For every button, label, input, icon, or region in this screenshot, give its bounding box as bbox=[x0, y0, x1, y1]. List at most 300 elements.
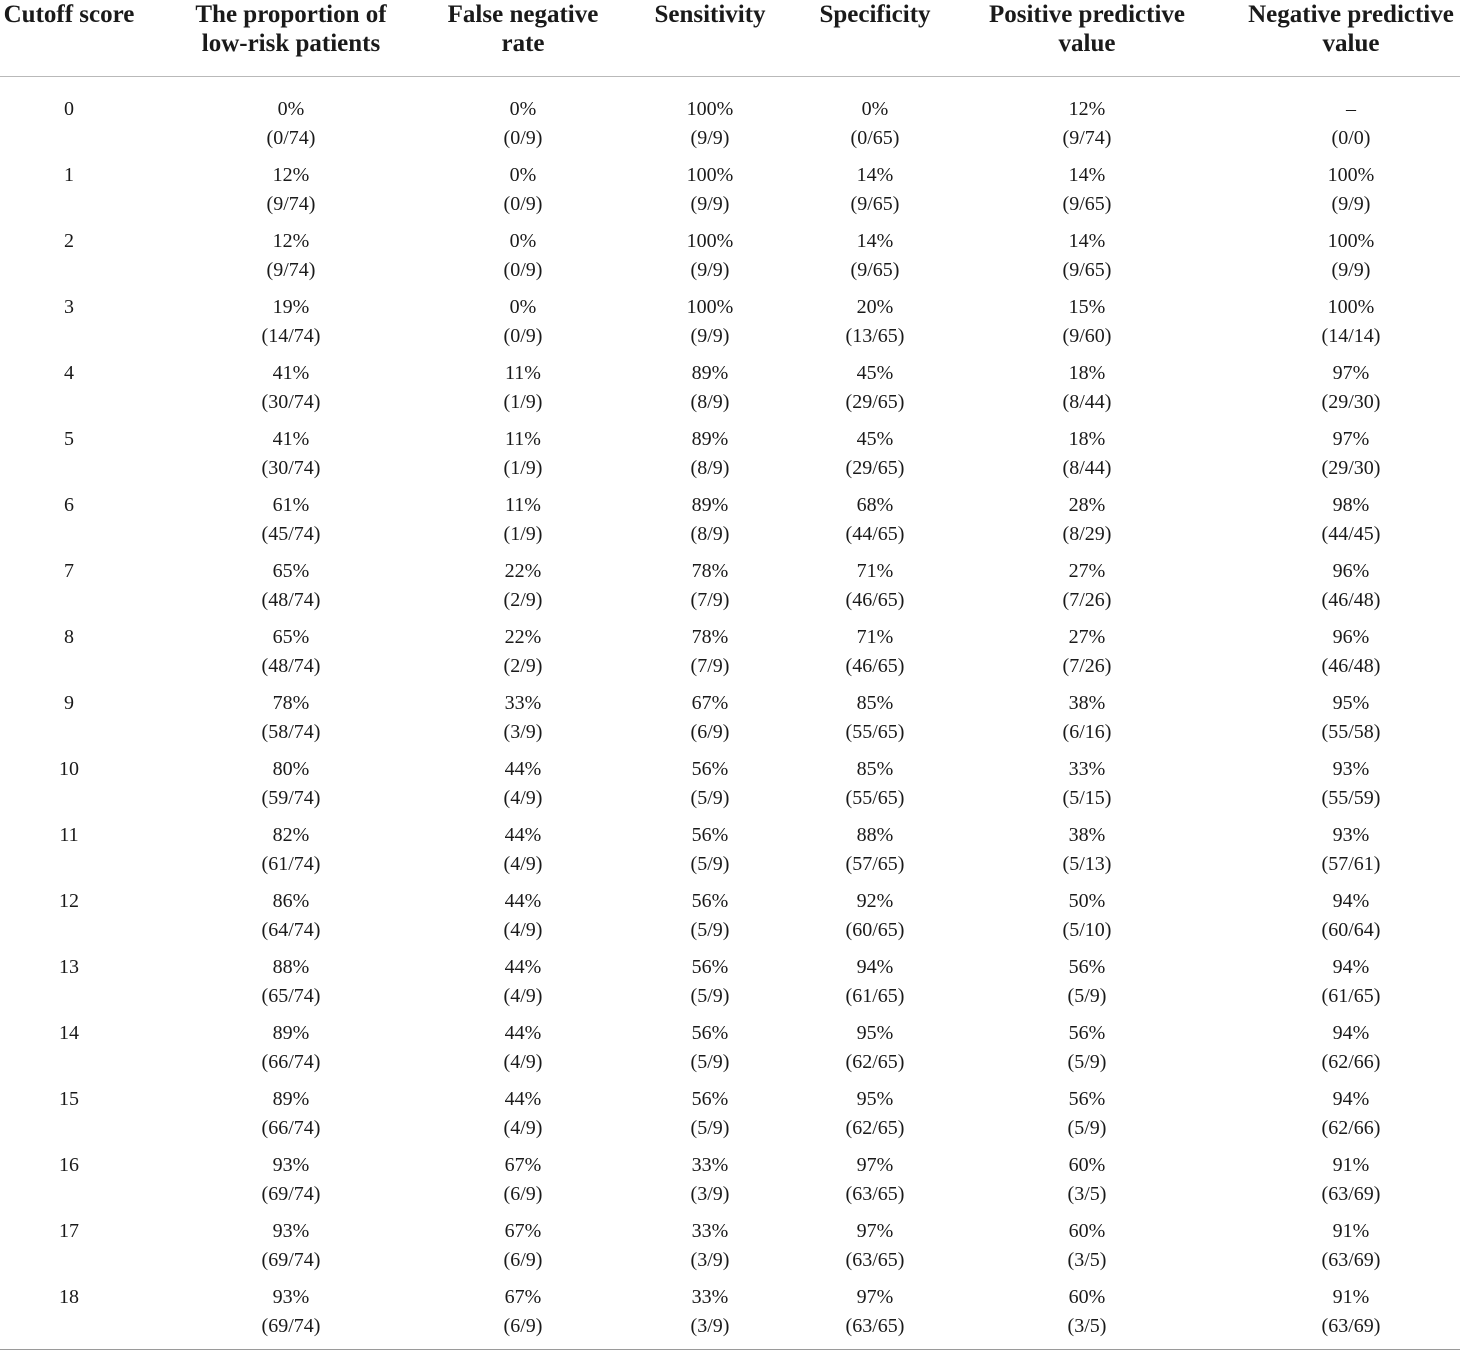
cell-false-negative-rate bbox=[444, 623, 602, 689]
table-row bbox=[0, 1151, 1460, 1217]
cell-fraction: (60/64) bbox=[1321, 919, 1381, 941]
cell-fraction: (9/65) bbox=[850, 259, 900, 281]
cell-fraction: (5/10) bbox=[1062, 919, 1112, 941]
cell-fraction: (65/74) bbox=[261, 985, 321, 1007]
cell-percentage: 56% bbox=[691, 890, 729, 912]
cell-fraction: (5/9) bbox=[1067, 1117, 1107, 1139]
cell-fraction: (4/9) bbox=[503, 853, 543, 875]
cell-fraction: (3/9) bbox=[503, 721, 543, 743]
cell-negative-predictive-value bbox=[1242, 887, 1460, 953]
cell-percentage: 100% bbox=[1327, 164, 1375, 186]
cell-fraction: (0/9) bbox=[503, 193, 543, 215]
cell-fraction: (58/74) bbox=[261, 721, 321, 743]
cell-fraction: (62/66) bbox=[1321, 1117, 1381, 1139]
cell-cutoff-score: 8 bbox=[64, 626, 74, 648]
cell-fraction: (48/74) bbox=[261, 589, 321, 611]
cell-percentage: 20% bbox=[856, 296, 894, 318]
cell-proportion-low-risk bbox=[138, 227, 444, 293]
table-row bbox=[0, 161, 1460, 227]
cell-fraction: (61/65) bbox=[845, 985, 905, 1007]
cell-fraction: (5/9) bbox=[690, 919, 730, 941]
cell-negative-predictive-value bbox=[1242, 557, 1460, 623]
cell-fraction: (3/9) bbox=[690, 1183, 730, 1205]
table-row bbox=[0, 359, 1460, 425]
cell-proportion-low-risk bbox=[138, 755, 444, 821]
cell-false-negative-rate bbox=[444, 689, 602, 755]
cell-fraction: (63/69) bbox=[1321, 1249, 1381, 1271]
cell-fraction: (8/9) bbox=[690, 523, 730, 545]
cell-positive-predictive-value bbox=[932, 1151, 1242, 1217]
cell-fraction: (48/74) bbox=[261, 655, 321, 677]
cell-positive-predictive-value bbox=[932, 953, 1242, 1019]
cell-specificity bbox=[818, 887, 932, 953]
cell-positive-predictive-value bbox=[932, 689, 1242, 755]
cell-percentage: 94% bbox=[1332, 956, 1370, 978]
cell-fraction: (3/5) bbox=[1067, 1315, 1107, 1337]
cell-false-negative-rate bbox=[444, 77, 602, 162]
cell-percentage: 95% bbox=[856, 1022, 894, 1044]
cell-false-negative-rate bbox=[444, 491, 602, 557]
cell-proportion-low-risk bbox=[138, 557, 444, 623]
cell-fraction: (0/65) bbox=[850, 127, 900, 149]
cell-percentage: 68% bbox=[856, 494, 894, 516]
cell-percentage: 100% bbox=[686, 98, 734, 120]
cell-proportion-low-risk bbox=[138, 491, 444, 557]
table-row bbox=[0, 953, 1460, 1019]
header-specificity bbox=[818, 0, 932, 77]
cell-percentage: 15% bbox=[1068, 296, 1106, 318]
cell-fraction: (9/9) bbox=[1331, 259, 1371, 281]
cell-specificity bbox=[818, 227, 932, 293]
header-line: False negative bbox=[447, 1, 599, 28]
cell-fraction: (7/26) bbox=[1062, 589, 1112, 611]
cell-fraction: (3/9) bbox=[690, 1249, 730, 1271]
cell-sensitivity bbox=[602, 755, 818, 821]
cell-proportion-low-risk bbox=[138, 161, 444, 227]
cell-fraction: (62/65) bbox=[845, 1117, 905, 1139]
cell-fraction: (63/65) bbox=[845, 1315, 905, 1337]
cell-fraction: (0/9) bbox=[503, 325, 543, 347]
cell-specificity bbox=[818, 689, 932, 755]
cell-specificity bbox=[818, 755, 932, 821]
cell-positive-predictive-value bbox=[932, 755, 1242, 821]
table-row bbox=[0, 293, 1460, 359]
cell-percentage: 56% bbox=[691, 1022, 729, 1044]
cell-fraction: (2/9) bbox=[503, 589, 543, 611]
cell-fraction: (29/65) bbox=[845, 457, 905, 479]
cell-proportion-low-risk bbox=[138, 1217, 444, 1283]
cell-percentage: 45% bbox=[856, 362, 894, 384]
cell-percentage: 0% bbox=[277, 98, 305, 120]
cell-percentage: 14% bbox=[856, 230, 894, 252]
cell-fraction: (9/74) bbox=[1062, 127, 1112, 149]
cell-percentage: 18% bbox=[1068, 428, 1106, 450]
cell-fraction: (29/30) bbox=[1321, 457, 1381, 479]
cell-fraction: (9/9) bbox=[690, 127, 730, 149]
cell-percentage: 41% bbox=[272, 362, 310, 384]
cell-percentage: 98% bbox=[1332, 494, 1370, 516]
cell-proportion-low-risk bbox=[138, 689, 444, 755]
cell-fraction: (3/5) bbox=[1067, 1249, 1107, 1271]
cell-specificity bbox=[818, 161, 932, 227]
cell-specificity bbox=[818, 1217, 932, 1283]
header-line: Negative predictive bbox=[1248, 1, 1454, 28]
cell-proportion-low-risk bbox=[138, 887, 444, 953]
cell-positive-predictive-value bbox=[932, 161, 1242, 227]
cell-sensitivity bbox=[602, 557, 818, 623]
header-line: Specificity bbox=[819, 1, 931, 28]
cell-fraction: (2/9) bbox=[503, 655, 543, 677]
cell-proportion-low-risk bbox=[138, 1085, 444, 1151]
cell-sensitivity bbox=[602, 77, 818, 162]
cell-fraction: (30/74) bbox=[261, 457, 321, 479]
cell-percentage: 12% bbox=[272, 230, 310, 252]
table-row bbox=[0, 887, 1460, 953]
cell-cutoff-score: 2 bbox=[64, 230, 74, 252]
cell-proportion-low-risk bbox=[138, 77, 444, 162]
cell-cutoff-score: 15 bbox=[59, 1088, 79, 1110]
cell-fraction: (1/9) bbox=[503, 457, 543, 479]
cell-fraction: (55/58) bbox=[1321, 721, 1381, 743]
cell-percentage: 100% bbox=[686, 296, 734, 318]
cell-fraction: (61/65) bbox=[1321, 985, 1381, 1007]
cell-fraction: (57/65) bbox=[845, 853, 905, 875]
cell-percentage: 93% bbox=[1332, 824, 1370, 846]
cell-fraction: (1/9) bbox=[503, 523, 543, 545]
header-proportion-low-risk bbox=[138, 0, 444, 77]
cell-false-negative-rate bbox=[444, 557, 602, 623]
cell-positive-predictive-value bbox=[932, 491, 1242, 557]
table-row bbox=[0, 227, 1460, 293]
cell-negative-predictive-value bbox=[1242, 293, 1460, 359]
cell-percentage: 33% bbox=[691, 1286, 729, 1308]
cell-percentage: 82% bbox=[272, 824, 310, 846]
table-body bbox=[0, 77, 1460, 1350]
cell-fraction: (8/9) bbox=[690, 391, 730, 413]
cell-fraction: (8/44) bbox=[1062, 391, 1112, 413]
cell-negative-predictive-value bbox=[1242, 1085, 1460, 1151]
cell-fraction: (9/9) bbox=[1331, 193, 1371, 215]
cell-fraction: (7/26) bbox=[1062, 655, 1112, 677]
cell-cutoff-score: 5 bbox=[64, 428, 74, 450]
cell-sensitivity bbox=[602, 1085, 818, 1151]
cell-false-negative-rate bbox=[444, 359, 602, 425]
cell-fraction: (0/74) bbox=[266, 127, 316, 149]
cell-fraction: (63/69) bbox=[1321, 1183, 1381, 1205]
cell-percentage: 96% bbox=[1332, 560, 1370, 582]
cell-percentage: 12% bbox=[272, 164, 310, 186]
cell-fraction: (6/9) bbox=[690, 721, 730, 743]
cell-negative-predictive-value bbox=[1242, 1019, 1460, 1085]
cell-false-negative-rate bbox=[444, 821, 602, 887]
cell-percentage: 93% bbox=[1332, 758, 1370, 780]
cell-fraction: (66/74) bbox=[261, 1117, 321, 1139]
cell-proportion-low-risk bbox=[138, 359, 444, 425]
cell-negative-predictive-value bbox=[1242, 1217, 1460, 1283]
cell-percentage: 14% bbox=[1068, 230, 1106, 252]
cell-cutoff-score: 9 bbox=[64, 692, 74, 714]
cell-fraction: (14/14) bbox=[1321, 325, 1381, 347]
cell-proportion-low-risk bbox=[138, 953, 444, 1019]
cell-cutoff-score: 7 bbox=[64, 560, 74, 582]
cell-negative-predictive-value bbox=[1242, 491, 1460, 557]
cell-fraction: (46/65) bbox=[845, 589, 905, 611]
cell-specificity bbox=[818, 623, 932, 689]
cell-percentage: 56% bbox=[1068, 956, 1106, 978]
cell-negative-predictive-value bbox=[1242, 1283, 1460, 1350]
cell-fraction: (9/65) bbox=[850, 193, 900, 215]
cell-percentage: 93% bbox=[272, 1220, 310, 1242]
header-line: Sensitivity bbox=[654, 1, 766, 28]
cell-false-negative-rate bbox=[444, 161, 602, 227]
cell-cutoff-score: 18 bbox=[0, 1283, 138, 1350]
cell-false-negative-rate bbox=[444, 1019, 602, 1085]
cell-percentage: 85% bbox=[856, 758, 894, 780]
cell-positive-predictive-value bbox=[932, 1217, 1242, 1283]
cell-percentage: 100% bbox=[1327, 296, 1375, 318]
cell-percentage: 67% bbox=[691, 692, 729, 714]
cell-fraction: (1/9) bbox=[503, 391, 543, 413]
cell-cutoff-score: 12 bbox=[59, 890, 79, 912]
cell-percentage: 100% bbox=[686, 230, 734, 252]
cell-fraction: (62/66) bbox=[1321, 1051, 1381, 1073]
cell-sensitivity bbox=[602, 359, 818, 425]
cell-positive-predictive-value bbox=[932, 425, 1242, 491]
cell-cutoff-score: 14 bbox=[59, 1022, 79, 1044]
cell-percentage: 61% bbox=[272, 494, 310, 516]
cell-fraction: (29/30) bbox=[1321, 391, 1381, 413]
cell-false-negative-rate bbox=[444, 755, 602, 821]
cell-percentage: 100% bbox=[1327, 230, 1375, 252]
table-row bbox=[0, 557, 1460, 623]
cell-fraction: (0/9) bbox=[503, 259, 543, 281]
cell-fraction: (7/9) bbox=[690, 655, 730, 677]
cell-percentage: 56% bbox=[1068, 1088, 1106, 1110]
cell-negative-predictive-value bbox=[1242, 161, 1460, 227]
cell-sensitivity bbox=[602, 623, 818, 689]
cell-proportion-low-risk bbox=[138, 425, 444, 491]
header-line: Cutoff score bbox=[3, 1, 135, 28]
cell-fraction: (63/65) bbox=[845, 1183, 905, 1205]
cell-cutoff-score: 3 bbox=[64, 296, 74, 318]
cell-false-negative-rate bbox=[444, 1283, 602, 1350]
cell-percentage: 38% bbox=[1068, 824, 1106, 846]
cell-negative-predictive-value bbox=[1242, 953, 1460, 1019]
cell-sensitivity bbox=[602, 953, 818, 1019]
header-sensitivity bbox=[602, 0, 818, 77]
cell-percentage: 67% bbox=[504, 1154, 542, 1176]
cell-specificity bbox=[818, 1019, 932, 1085]
cell-percentage: 60% bbox=[1068, 1220, 1106, 1242]
cell-percentage: 94% bbox=[856, 956, 894, 978]
cell-fraction: (5/9) bbox=[690, 853, 730, 875]
cell-positive-predictive-value bbox=[932, 887, 1242, 953]
cell-percentage: 65% bbox=[272, 626, 310, 648]
table-row bbox=[0, 1085, 1460, 1151]
cell-percentage: 97% bbox=[856, 1154, 894, 1176]
cell-fraction: (66/74) bbox=[261, 1051, 321, 1073]
cell-percentage: 56% bbox=[691, 824, 729, 846]
header-line: low-risk patients bbox=[201, 30, 381, 57]
cell-percentage: – bbox=[1346, 98, 1356, 120]
cell-false-negative-rate bbox=[444, 293, 602, 359]
cell-fraction: (4/9) bbox=[503, 985, 543, 1007]
cell-percentage: 93% bbox=[272, 1286, 310, 1308]
cell-sensitivity bbox=[602, 293, 818, 359]
cell-percentage: 67% bbox=[504, 1286, 542, 1308]
cell-cutoff-score: 1 bbox=[64, 164, 74, 186]
cell-cutoff-score: 0 bbox=[64, 98, 74, 120]
cell-fraction: (69/74) bbox=[261, 1249, 321, 1271]
cell-positive-predictive-value bbox=[932, 623, 1242, 689]
cell-percentage: 44% bbox=[504, 758, 542, 780]
cell-specificity bbox=[818, 425, 932, 491]
cell-fraction: (13/65) bbox=[845, 325, 905, 347]
cell-fraction: (4/9) bbox=[503, 787, 543, 809]
cell-percentage: 0% bbox=[509, 98, 537, 120]
cell-percentage: 65% bbox=[272, 560, 310, 582]
cell-percentage: 56% bbox=[1068, 1022, 1106, 1044]
cell-percentage: 97% bbox=[1332, 362, 1370, 384]
header-false-negative-rate bbox=[444, 0, 602, 77]
cell-cutoff-score: 6 bbox=[64, 494, 74, 516]
cell-percentage: 27% bbox=[1068, 626, 1106, 648]
cell-percentage: 41% bbox=[272, 428, 310, 450]
cell-fraction: (5/13) bbox=[1062, 853, 1112, 875]
cell-fraction: (6/16) bbox=[1062, 721, 1112, 743]
cell-fraction: (44/65) bbox=[845, 523, 905, 545]
cell-positive-predictive-value bbox=[932, 1283, 1242, 1350]
cell-percentage: 60% bbox=[1068, 1286, 1106, 1308]
cell-false-negative-rate bbox=[444, 1085, 602, 1151]
cell-false-negative-rate bbox=[444, 227, 602, 293]
cell-specificity bbox=[818, 1085, 932, 1151]
cell-fraction: (9/65) bbox=[1062, 259, 1112, 281]
cell-fraction: (9/60) bbox=[1062, 325, 1112, 347]
header-line: The proportion of bbox=[195, 1, 387, 28]
cell-negative-predictive-value bbox=[1242, 1151, 1460, 1217]
cell-cutoff-score: 16 bbox=[59, 1154, 79, 1176]
cell-percentage: 88% bbox=[272, 956, 310, 978]
cell-percentage: 94% bbox=[1332, 1088, 1370, 1110]
cell-percentage: 93% bbox=[272, 1154, 310, 1176]
cell-positive-predictive-value bbox=[932, 1085, 1242, 1151]
cell-fraction: (9/9) bbox=[690, 259, 730, 281]
cell-sensitivity bbox=[602, 1283, 818, 1350]
cell-percentage: 11% bbox=[505, 428, 541, 450]
table-row bbox=[0, 1283, 1460, 1350]
cell-fraction: (7/9) bbox=[690, 589, 730, 611]
cell-percentage: 89% bbox=[691, 428, 729, 450]
cell-percentage: 78% bbox=[691, 560, 729, 582]
cell-percentage: 96% bbox=[1332, 626, 1370, 648]
cell-specificity bbox=[818, 491, 932, 557]
cell-proportion-low-risk bbox=[138, 293, 444, 359]
cell-proportion-low-risk bbox=[138, 623, 444, 689]
cell-fraction: (30/74) bbox=[261, 391, 321, 413]
cell-percentage: 33% bbox=[1068, 758, 1106, 780]
cell-percentage: 33% bbox=[504, 692, 542, 714]
cell-percentage: 44% bbox=[504, 890, 542, 912]
cell-fraction: (46/48) bbox=[1321, 589, 1381, 611]
cell-positive-predictive-value bbox=[932, 1019, 1242, 1085]
cell-fraction: (5/15) bbox=[1062, 787, 1112, 809]
cell-percentage: 95% bbox=[1332, 692, 1370, 714]
cell-fraction: (63/69) bbox=[1321, 1315, 1381, 1337]
table-row bbox=[0, 821, 1460, 887]
cell-false-negative-rate bbox=[444, 887, 602, 953]
cell-percentage: 71% bbox=[856, 626, 894, 648]
cell-percentage: 44% bbox=[504, 1088, 542, 1110]
cell-sensitivity bbox=[602, 689, 818, 755]
cell-sensitivity bbox=[602, 887, 818, 953]
cell-negative-predictive-value bbox=[1242, 77, 1460, 162]
cell-percentage: 44% bbox=[504, 956, 542, 978]
cell-negative-predictive-value bbox=[1242, 359, 1460, 425]
cell-percentage: 0% bbox=[509, 164, 537, 186]
cell-percentage: 80% bbox=[272, 758, 310, 780]
cell-specificity bbox=[818, 821, 932, 887]
cell-fraction: (5/9) bbox=[690, 787, 730, 809]
cell-percentage: 91% bbox=[1332, 1286, 1370, 1308]
table-row bbox=[0, 77, 1460, 162]
cell-fraction: (5/9) bbox=[690, 1051, 730, 1073]
cell-percentage: 94% bbox=[1332, 890, 1370, 912]
cell-percentage: 0% bbox=[861, 98, 889, 120]
cell-percentage: 44% bbox=[504, 824, 542, 846]
cell-percentage: 97% bbox=[1332, 428, 1370, 450]
cell-fraction: (44/45) bbox=[1321, 523, 1381, 545]
cell-percentage: 0% bbox=[509, 230, 537, 252]
cell-sensitivity bbox=[602, 491, 818, 557]
cell-sensitivity bbox=[602, 1151, 818, 1217]
cell-proportion-low-risk bbox=[138, 1283, 444, 1350]
cell-percentage: 50% bbox=[1068, 890, 1106, 912]
cell-percentage: 60% bbox=[1068, 1154, 1106, 1176]
table-row bbox=[0, 491, 1460, 557]
cell-fraction: (0/0) bbox=[1331, 127, 1371, 149]
table-row bbox=[0, 1019, 1460, 1085]
cell-percentage: 89% bbox=[272, 1088, 310, 1110]
header-cutoff-score bbox=[0, 0, 138, 77]
cell-fraction: (4/9) bbox=[503, 1117, 543, 1139]
cell-percentage: 92% bbox=[856, 890, 894, 912]
cell-fraction: (9/74) bbox=[266, 259, 316, 281]
cell-percentage: 0% bbox=[509, 296, 537, 318]
cell-specificity bbox=[818, 1283, 932, 1350]
cell-fraction: (8/9) bbox=[690, 457, 730, 479]
header-line: value bbox=[1058, 30, 1116, 57]
cell-fraction: (8/44) bbox=[1062, 457, 1112, 479]
table-row bbox=[0, 623, 1460, 689]
cell-fraction: (3/5) bbox=[1067, 1183, 1107, 1205]
cell-fraction: (5/9) bbox=[690, 1117, 730, 1139]
cell-fraction: (6/9) bbox=[503, 1249, 543, 1271]
cell-fraction: (0/9) bbox=[503, 127, 543, 149]
header-line: rate bbox=[501, 30, 545, 57]
cell-percentage: 85% bbox=[856, 692, 894, 714]
cell-percentage: 19% bbox=[272, 296, 310, 318]
table-row bbox=[0, 755, 1460, 821]
cell-sensitivity bbox=[602, 425, 818, 491]
header-negative-predictive-value bbox=[1242, 0, 1460, 77]
cell-fraction: (8/29) bbox=[1062, 523, 1112, 545]
cell-percentage: 22% bbox=[504, 560, 542, 582]
cell-fraction: (59/74) bbox=[261, 787, 321, 809]
cell-percentage: 97% bbox=[856, 1220, 894, 1242]
cell-proportion-low-risk bbox=[138, 1019, 444, 1085]
cell-percentage: 95% bbox=[856, 1088, 894, 1110]
